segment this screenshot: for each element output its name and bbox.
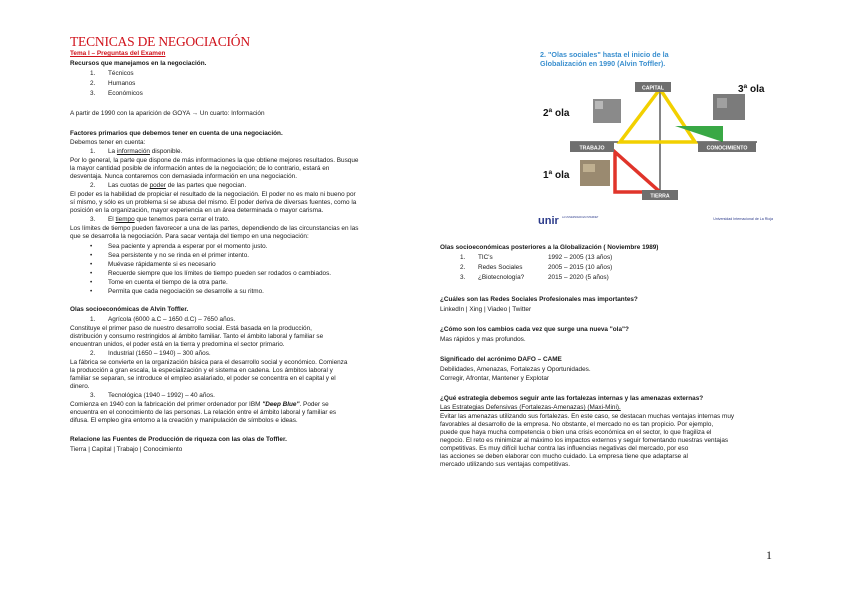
answer-dafo: Debilidades, Amenazas, Fortalezas y Oportunidades.	[440, 366, 591, 373]
question-redes-profesionales: ¿Cuáles son las Redes Sociales Profesionales mas importantes?	[440, 296, 638, 303]
question-dafo-came: Significado del acrónimo DAFO – CAME	[440, 356, 562, 363]
waves-diagram	[535, 44, 775, 230]
answer-cambios: Mas rápidos y mas profundos.	[440, 336, 526, 343]
bullet-icon: •	[90, 270, 93, 277]
page-number: 1	[766, 548, 772, 562]
question-estrategia: ¿Qué estrategia debemos seguir ante las fortalezas internas y las amenazas externas?	[440, 395, 704, 402]
question-recursos: Recursos que manejamos en la negociación.	[70, 60, 207, 67]
document-title: TECNICAS DE NEGOCIACIÓN	[70, 34, 250, 49]
paragraph-line: encuentran unidos, el poder está en la tierra y predomina el sector primario.	[70, 341, 285, 348]
list-number: 2.	[460, 264, 466, 271]
bullet-icon: •	[90, 243, 93, 250]
bullet-item: Permita que cada negociación se desarrolle a su ritmo.	[108, 288, 264, 295]
yellow-triangle	[620, 89, 695, 142]
figure-footer: Universidad Internacional de La Rioja	[713, 217, 773, 221]
wave-range: 2015 – 2020 (5 años)	[548, 274, 609, 281]
paragraph-line: posición en la organización, mayor experiencia en un área determinada o mayor carisma.	[70, 207, 324, 214]
paragraph-line: la mayor cantidad posible de información antes de la negociación; de lo contrario, estará en	[70, 165, 330, 172]
question-cambios-ola: ¿Cómo son los cambios cada vez que surge una nueva "ola"?	[440, 326, 629, 333]
list-number: 2.	[90, 350, 96, 357]
list-number: 2.	[90, 182, 96, 189]
logo-subtitle: LA UNIVERSIDAD EN INTERNET	[562, 216, 599, 219]
wave-agricola: Agrícola (6000 a.C – 1650 d.C) – 7650 años.	[108, 316, 236, 323]
paragraph-line: la producción a gran escala, la especialización y el sistema en cadena. Los ámbitos laboral y	[70, 367, 333, 374]
question-olas-toffler: Olas socioeconómicas de Alvin Toffler.	[70, 306, 189, 313]
label-capital: CAPITAL	[641, 85, 665, 92]
paragraph-line: sí mismo, y sólo es un problema si se abusa del mismo. El poder deriva de diversas fuentes, como la	[70, 199, 357, 206]
list-number: 3.	[460, 274, 466, 281]
factor-poder: Las cuotas de poder de las partes que negocian.	[108, 182, 247, 189]
note-informacion: A partir de 1990 con la aparición de GOYA → Un cuarto: Información	[70, 110, 265, 117]
label-ola-3: 3ª ola	[738, 84, 765, 95]
paragraph-line: Comienza en 1940 con la fabricación del primer ordenador por IBM "Deep Blue". Poder se	[70, 401, 329, 408]
wave-name: Redes Sociales	[478, 264, 523, 271]
green-triangle	[675, 126, 723, 142]
paragraph-line: puede que haya mucha competencia o bien una crisis económica en el sector, lo que fragiliza el	[440, 429, 712, 436]
estrategias-defensivas: Las Estrategias Defensivas (Fortalezas-Amenazas) (Maxi-Mini).	[440, 404, 621, 411]
list-number: 1.	[90, 148, 96, 155]
bullet-item: Muévase rápidamente si es necesario	[108, 261, 216, 268]
paragraph-line: familiar se separan, se introduce el empleo asalariado, el poder se concentra en el capital y el	[70, 375, 336, 382]
label-ola-1: 1ª ola	[543, 170, 570, 181]
paragraph-line: las acciones se deben elaborar con mucho cuidado. La empresa tiene que adaptarse al	[440, 453, 688, 460]
list-number: 3.	[90, 90, 96, 97]
question-factores: Factores primarios que debemos tener en cuenta de una negociación.	[70, 130, 283, 137]
paragraph-line: Constituye el primer paso de nuestro desarrollo social. Está basada en la producción,	[70, 325, 312, 332]
paragraph-line: competitivas. Es muy difícil luchar contra las influencias negativas del mercado, por eso	[440, 445, 689, 452]
label-tierra: TIERRA	[650, 193, 670, 200]
list-number: 1.	[90, 316, 96, 323]
paragraph-line: difusa. El empleo gira entorno a la creación y manipulación de símbolos e ideas.	[70, 417, 298, 424]
bullet-icon: •	[90, 252, 93, 259]
paragraph-line: Evitar las amenazas utilizando sus fortalezas. En este caso, se destacan muchas ventajas internas muy	[440, 413, 735, 420]
answer-redes: LinkedIn | Xing | Viadeo | Twitter	[440, 306, 532, 313]
logo-text: unir	[538, 215, 559, 227]
wave-name: ¿Biotecnología?	[478, 274, 525, 281]
figure-heading: 2. "Olas sociales" hasta el inicio de la Globalización en 1990 (Alvin Toffler).	[540, 50, 669, 68]
label-trabajo: TRABAJO	[579, 145, 605, 152]
bullet-item: Recuerde siempre que los límites de tiempo pueden ser rodados o cambiados.	[108, 270, 332, 277]
wave-name: TIC's	[478, 254, 493, 261]
factor-informacion: La información disponible.	[108, 148, 183, 155]
wave-tecnologica: Tecnológica (1940 – 1992) – 40 años.	[108, 392, 215, 399]
list-number: 1.	[460, 254, 466, 261]
list-number: 2.	[90, 80, 96, 87]
wave-range: 1992 – 2005 (13 años)	[548, 254, 613, 261]
question-olas-posteriores: Olas socioeconómicas posteriores a la Globalización ( Noviembre 1989)	[440, 244, 659, 251]
list-number: 3.	[90, 392, 96, 399]
bullet-item: Sea persistente y no se rinda en el primer intento.	[108, 252, 250, 259]
red-triangle	[615, 152, 660, 192]
paragraph-line: negocio. El reto es minimizar al máximo los impactos externos y seguir fomentando nuestras ventajas	[440, 437, 729, 444]
answer-fuentes: Tierra | Capital | Trabajo | Conocimiento	[70, 446, 183, 453]
paragraph-line: El poder es la habilidad de propiciar el resultado de la negociación. El poder no es malo ni bueno por	[70, 191, 356, 198]
factor-tiempo: El tiempo que tenemos para cerrar el trato.	[108, 216, 230, 223]
question-fuentes-riqueza: Relacione las Fuentes de Producción de riqueza con las olas de Toffler.	[70, 436, 287, 443]
bullet-icon: •	[90, 279, 93, 286]
list-item: Económicos	[108, 90, 143, 97]
paragraph-line: que se desarrolla la negociación. Para sacar ventaja del tiempo en una negociación:	[70, 233, 309, 240]
paragraph-line: distribución y consumo restringidos al ámbito familiar. Tanto el ámbito laboral y familiar se	[70, 333, 324, 340]
paragraph-line: Los límites de tiempo pueden favorecer a una de las partes, dependiendo de las circunstancias en las	[70, 225, 359, 232]
bullet-item: Tome en cuenta el tiempo de la otra parte.	[108, 279, 228, 286]
toffler-waves-figure	[535, 44, 775, 230]
paragraph-line: desventaja. Nunca contaremos con demasiada información en una negociación.	[70, 173, 298, 180]
paragraph-line: encuentra en el conocimiento de las personas. La relación entre el ámbito laboral y familiar es	[70, 409, 337, 416]
paragraph-line: favorables al desarrollo de la empresa. No obstante, el mercado no es tan propicio. Por ejemplo,	[440, 421, 714, 428]
label-conocimiento: CONOCIMIENTO	[706, 145, 748, 152]
list-number: 1.	[90, 70, 96, 77]
list-item: Técnicos	[108, 70, 134, 77]
photo-farm	[580, 160, 610, 186]
paragraph-line: dinero.	[70, 383, 90, 390]
wave-range: 2005 – 2015 (10 años)	[548, 264, 613, 271]
bullet-icon: •	[90, 288, 93, 295]
document-subtitle: Tema I – Preguntas del Examen	[70, 50, 166, 57]
factores-intro: Debemos tener en cuenta:	[70, 139, 146, 146]
list-item: Humanos	[108, 80, 136, 87]
paragraph-line: La fábrica se convierte en la organización básica para el desarrollo social y económico. Comienza	[70, 359, 348, 366]
list-number: 3.	[90, 216, 96, 223]
answer-came: Corregir, Afrontar, Mantener y Explotar	[440, 375, 550, 382]
paragraph-line: mercado utilizando sus ventajas competitivas.	[440, 461, 571, 468]
bullet-icon: •	[90, 261, 93, 268]
paragraph-line: Por lo general, la parte que dispone de más informaciones la que obtiene mejores resultados. Busque	[70, 157, 359, 164]
label-ola-2: 2ª ola	[543, 108, 570, 119]
bullet-item: Sea paciente y aprenda a esperar por el momento justo.	[108, 243, 268, 250]
wave-industrial: Industrial (1650 – 1940) – 300 años.	[108, 350, 211, 357]
